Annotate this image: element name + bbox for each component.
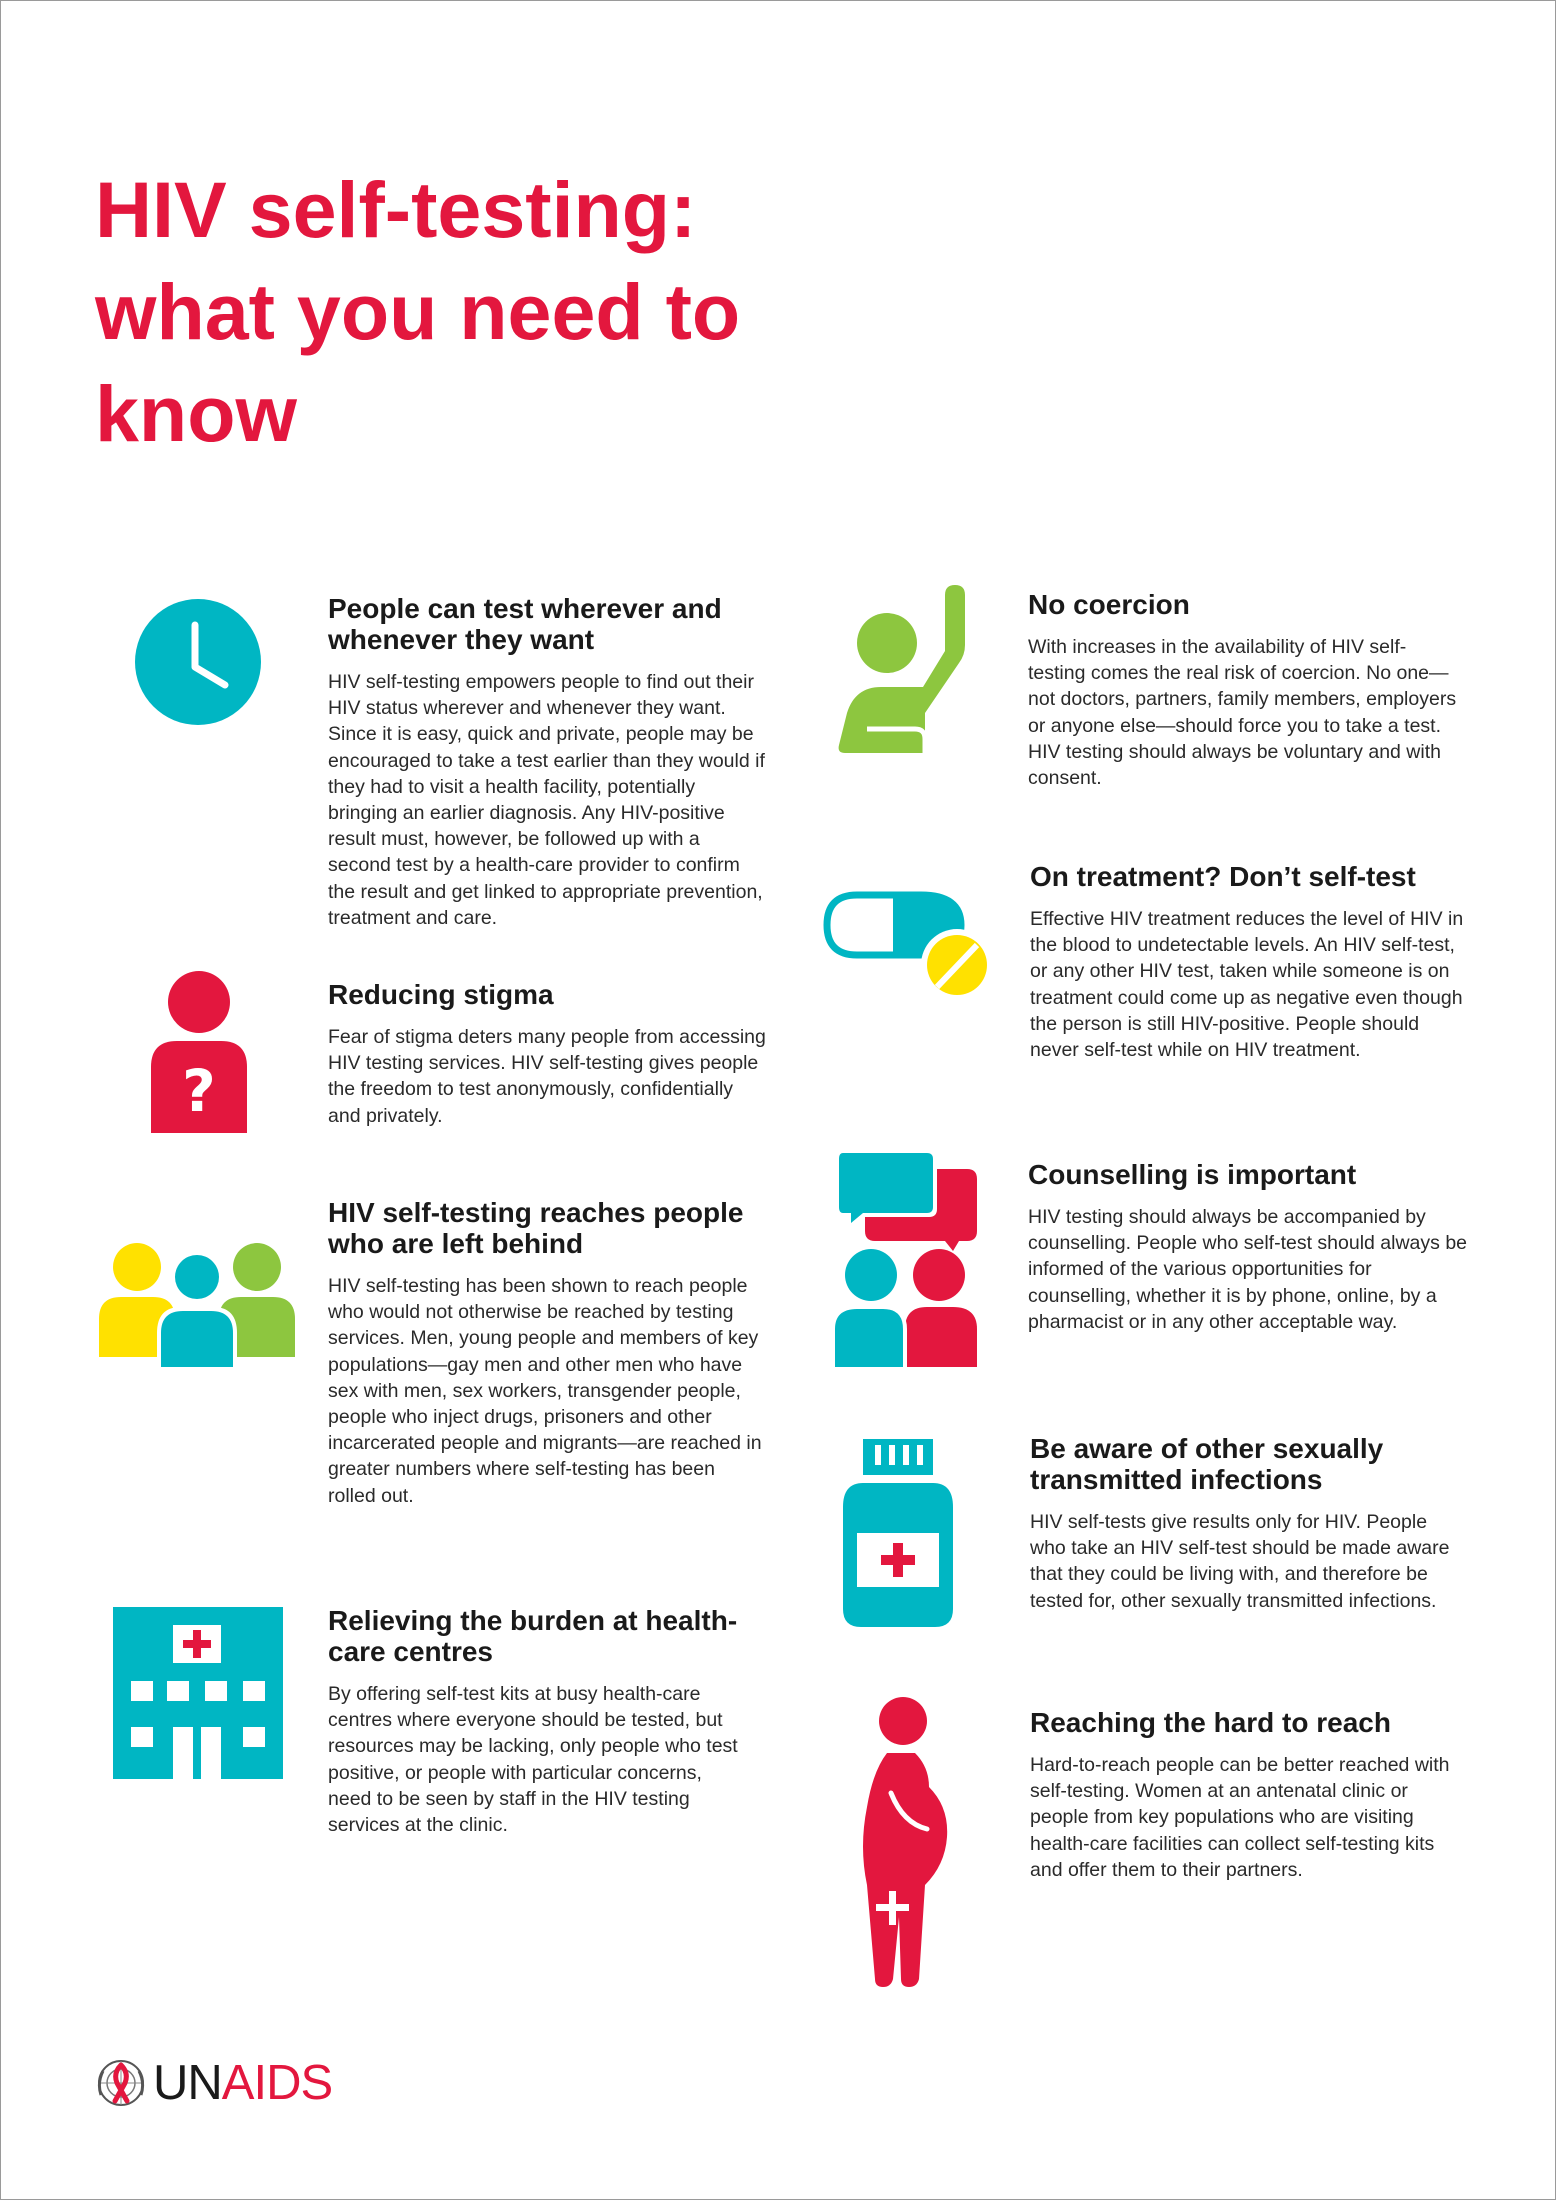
- pregnant-woman-icon: [859, 1697, 949, 1987]
- section-heading: No coercion: [1028, 589, 1190, 620]
- page-title: HIV self-testing: what you need to know: [95, 165, 741, 458]
- section-heading: Relieving the burden at health-care centres: [328, 1605, 738, 1667]
- unaids-emblem-icon: [93, 2055, 149, 2111]
- section-no-coercion: [1028, 589, 1458, 791]
- section-body: By offering self-test kits at busy health-care centres where everyone should be tested, but resources may be lacking, only people who test positive, or people with particular concerns, need to be seen by staff in the HIV testing services at the clinic.: [328, 1683, 738, 1837]
- section-heading: Reaching the hard to reach: [1030, 1707, 1391, 1738]
- section-other-sti: [1030, 1433, 1450, 1614]
- section-test-wherever: [328, 593, 768, 931]
- unaids-logo: [93, 2055, 363, 2111]
- clock-icon: [133, 597, 263, 727]
- section-on-treatment: [1030, 861, 1470, 1063]
- section-heading: Reducing stigma: [328, 979, 554, 1010]
- section-heading: HIV self-testing reaches people who are left behind: [328, 1197, 744, 1259]
- logo-aids-text: AIDS: [221, 2056, 333, 2110]
- section-heading: Be aware of other sexually transmitted infections: [1030, 1433, 1384, 1495]
- section-heading: Counselling is important: [1028, 1159, 1357, 1190]
- section-counselling: [1028, 1159, 1468, 1335]
- section-body: With increases in the availability of HIV self-testing comes the real risk of coercion. No one—not doctors, partners, family members, employers or anyone else—should force you to take a test. HIV testing should always be voluntary and with consent.: [1028, 636, 1457, 790]
- section-body: Hard-to-reach people can be better reached with self-testing. Women at an antenatal clinic or people from key populations who are visiting health-care facilities can collect self-testing kits and offer them to their partners.: [1030, 1754, 1450, 1881]
- medicine-bottle-icon: [843, 1437, 953, 1627]
- section-hard-to-reach: [1030, 1707, 1460, 1883]
- section-heading: On treatment? Don’t self-test: [1030, 861, 1416, 892]
- counselling-icon: [835, 1149, 977, 1369]
- section-body: HIV self-tests give results only for HIV. People who take an HIV self-test should be made aware that they could be living with, and therefore be tested for, other sexually transmitted infections.: [1030, 1511, 1450, 1612]
- raised-hand-person-icon: [837, 585, 977, 755]
- section-relieving-burden: [328, 1605, 748, 1838]
- logo-un-text: UN: [153, 2056, 222, 2110]
- person-question-icon: [151, 971, 247, 1133]
- section-left-behind: [328, 1197, 768, 1509]
- section-reducing-stigma: [328, 979, 768, 1129]
- section-body: HIV self-testing empowers people to find out their HIV status wherever and whenever they want. Since it is easy, quick and private, people may be encouraged to take a test earlier than they would if they had to visit a health facility, potentially bringing an earlier diagnosis. Any HIV-positive result must, however, be followed up with a second test by a health-care provider to confirm the result and get linked to appropriate prevention, treatment and care.: [328, 671, 765, 929]
- hospital-icon: [113, 1607, 283, 1779]
- svg-text:?: ?: [182, 1057, 216, 1125]
- section-body: Effective HIV treatment reduces the level of HIV in the blood to undetectable levels. An HIV self-test, or any other HIV test, taken while someone is on treatment could come up as negative even though the person is still HIV-positive. People should never self-test while on HIV treatment.: [1030, 908, 1464, 1062]
- group-of-people-icon: [99, 1241, 295, 1367]
- section-body: Fear of stigma deters many people from accessing HIV testing services. HIV self-testing gives people the freedom to test anonymously, confidentially and privately.: [328, 1026, 766, 1127]
- pills-icon: [823, 891, 993, 1003]
- section-body: HIV self-testing has been shown to reach people who would not otherwise be reached by testing services. Men, young people and members of key populations—gay men and other men who have sex with men, sex workers, transgender people, people who inject drugs, prisoners and other incarcerated people and migrants—are reached in greater numbers where self-testing has been rolled out.: [328, 1275, 762, 1507]
- section-body: HIV testing should always be accompanied by counselling. People who self-test should always be informed of the various opportunities for counselling, whether it is by phone, online, by a pharmacist or in any other acceptable way.: [1028, 1206, 1468, 1333]
- section-heading: People can test wherever and whenever they want: [328, 593, 722, 655]
